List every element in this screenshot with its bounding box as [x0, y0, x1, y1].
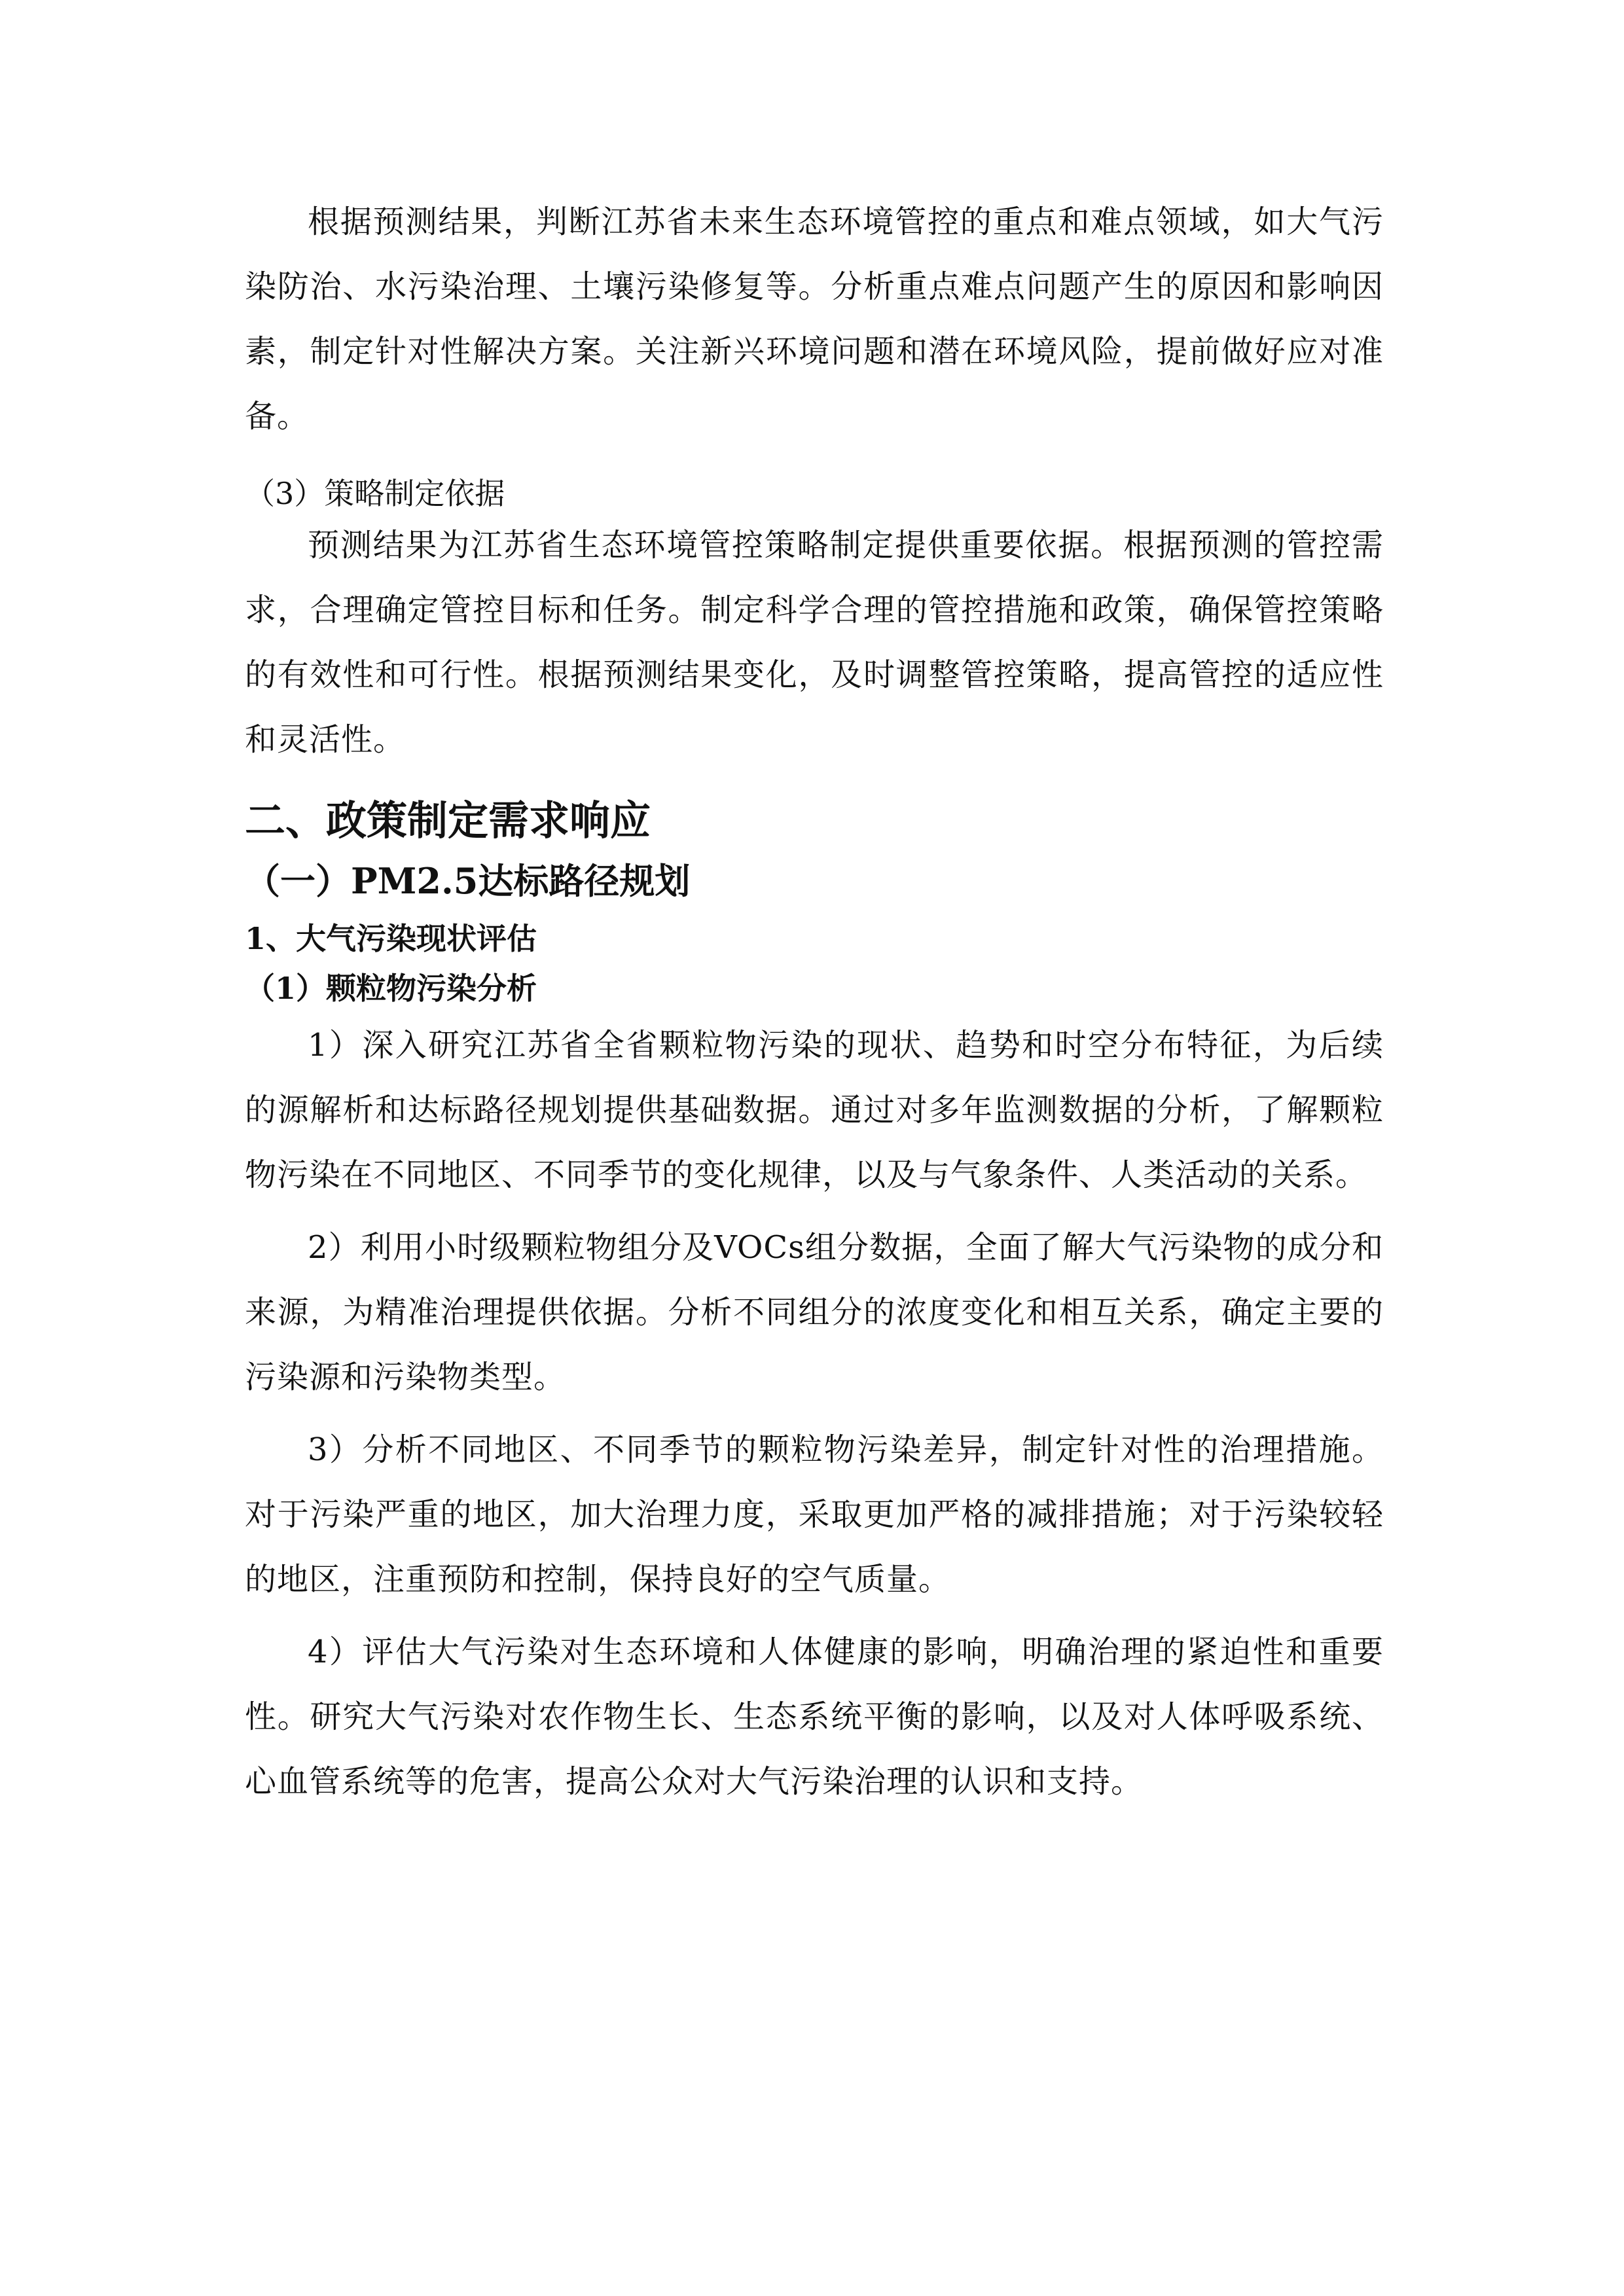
heading-particulate-analysis: （1）颗粒物污染分析: [245, 971, 537, 1006]
heading-air-pollution-status: 1、大气污染现状评估: [245, 921, 537, 956]
paragraph-key-areas: 根据预测结果，判断江苏省未来生态环境管控的重点和难点领域，如大气污染防治、水污染治理、土壤污染修复等。分析重点难点问题产生的原因和影响因素，制定针对性解决方案。关注新兴环境问题和潜在环境风险，提前做好应对准备。: [245, 204, 1384, 435]
paragraph-item-2: 2）利用小时级颗粒物组分及VOCs组分数据，全面了解大气污染物的成分和来源，为精准治理提供依据。分析不同组分的浓度变化和相互关系，确定主要的污染源和污染物类型。: [245, 1229, 1384, 1395]
section-heading-pm25-path: （一）PM2.5达标路径规划: [245, 860, 691, 902]
paragraph-item-4: 4）评估大气污染对生态环境和人体健康的影响，明确治理的紧迫性和重要性。研究大气污染对农作物生长、生态系统平衡的影响，以及对人体呼吸系统、心血管系统等的危害，提高公众对大气污染治理的认识和支持。: [245, 1634, 1384, 1800]
paragraph-strategy-basis: 预测结果为江苏省生态环境管控策略制定提供重要依据。根据预测的管控需求，合理确定管控目标和任务。制定科学合理的管控措施和政策，确保管控策略的有效性和可行性。根据预测结果变化，及时调整管控策略，提高管控的适应性和灵活性。: [245, 527, 1384, 758]
document-page: [245, 190, 1384, 1822]
subheading-strategy-basis: （3）策略制定依据: [245, 476, 505, 511]
paragraph-item-1: 1）深入研究江苏省全省颗粒物污染的现状、趋势和时空分布特征，为后续的源解析和达标路径规划提供基础数据。通过对多年监测数据的分析，了解颗粒物污染在不同地区、不同季节的变化规律，以及与气象条件、人类活动的关系。: [245, 1027, 1384, 1193]
paragraph-item-3: 3）分析不同地区、不同季节的颗粒物污染差异，制定针对性的治理措施。对于污染严重的地区，加大治理力度，采取更加严格的减排措施；对于污染较轻的地区，注重预防和控制，保持良好的空气质量。: [245, 1431, 1384, 1598]
section-heading-policy-response: 二、政策制定需求响应: [245, 797, 651, 844]
